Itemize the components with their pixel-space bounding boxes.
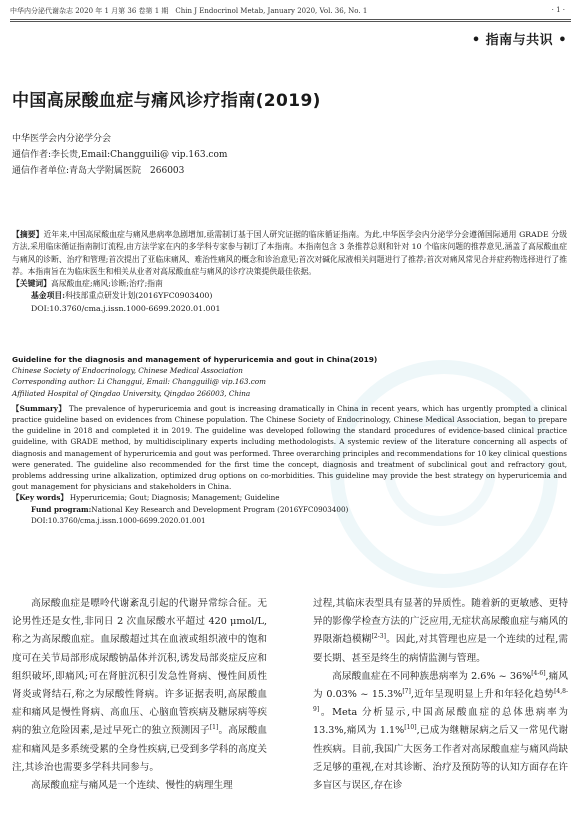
fund-label: 基金项目: — [31, 291, 66, 301]
body-paragraph-4-d: 。Meta 分析显示,中国高尿酸血症的总体患病率为 13.3%,痛风为 1.1% — [313, 707, 568, 737]
fund-text: 科技部重点研发计划(2016YFC0903400) — [65, 291, 213, 301]
english-doi-text: DOI:10.3760/cma.j.issn.1000-6699.2020.01.001 — [31, 515, 206, 525]
english-title: Guideline for the diagnosis and management of hyperuricemia and gout in China(2019) — [12, 355, 378, 364]
abstract-chinese — [12, 229, 567, 315]
english-keywords-text: Hyperuricemia; Gout; Diagnosis; Management; Guideline — [69, 493, 280, 503]
keywords-label: 【关键词】 — [12, 279, 51, 289]
body-paragraph-1-end: 。高尿酸血症和痛风是多系统受累的全身性疾病,已受到多学科的高度关注,其诊治也需要多学科共同参与。 — [12, 725, 267, 773]
summary-text: The prevalence of hyperuricemia and gout is increasing dramatically in China in recent years, which has urgently prompted a clinical practice guideline based on evidences from Chinese population. The Chinese Society of Endocrinology, Chinese Medical Association, began to prepare the guideline in 2018 and completed it in 2019. The guideline was developed following the standard procedures of evidence-based clinical practice guideline, with GRADE method, by multidisciplinary experts including methodologists. A systemic review of the literature concerning all aspects of diagnosis and management of hyperuricemia and gout was performed. Three overarching principles and recommendations for 10 key clinical questions were generated. The guideline also recommended for the first time the concept, diagnosis and treatment of subclinical gout and refractory gout, problems addressing urine alkalization, optimized drug options on co-morbidities. This guideline may provide the best strategy on hyperuricemia and gout management for physicians and stakeholders in China. — [12, 403, 568, 492]
english-keywords-label: 【Key words】 — [12, 493, 68, 503]
summary-label: 【Summary】 — [12, 403, 67, 413]
abstract-label: 【摘要】 — [12, 230, 44, 239]
author-affiliation: 通信作者单位:青岛大学附属医院 266003 — [12, 166, 185, 176]
page-number: · 1 · — [551, 6, 565, 14]
doi-text: DOI:10.3760/cma.j.issn.1000-6699.2020.01.001 — [31, 303, 221, 313]
header-rule-top — [10, 19, 571, 20]
citation-ref: [2-3] — [371, 633, 386, 641]
body-paragraph-3: 过程,其临床表型具有显著的异质性。随着新的更敏感、更特异的影像学检查方法的广泛应用,无症状高尿酸血症与痛风的界限渐趋模糊 — [313, 598, 568, 646]
body-paragraph-4-c: ,近年呈现明显上升和年轻化趋势 — [410, 689, 555, 701]
body-paragraph-4-e: ,已成为继糖尿病之后又一常见代谢性疾病。目前,我国广大医务工作者对高尿酸血症与痛风尚缺乏足够的重视,在对其诊断、治疗及预防等的认知方面存在许多盲区与误区,存在诊 — [313, 725, 568, 792]
citation-ref: [7] — [402, 687, 411, 695]
citation-ref: [4,8-9] — [313, 687, 568, 714]
body-paragraph-2: 高尿酸血症与痛风是一个连续、慢性的病理生理 — [31, 780, 233, 792]
section-tag: • 指南与共识 • — [471, 33, 567, 48]
body-paragraph-3-end: 。因此,对其管理也应是一个连续的过程,需要长期、甚至是终生的病情监测与管理。 — [313, 634, 568, 664]
body-paragraph-4-a: 高尿酸血症在不同种族患病率为 2.6% ~ 36% — [332, 670, 532, 682]
abstract-english — [12, 354, 567, 526]
citation-ref: [4-6] — [531, 669, 546, 677]
body-column-right — [313, 595, 568, 795]
abstract-text: 近年来,中国高尿酸血症与痛风患病率急剧增加,亟需制订基于国人研究证据的临床循证指南。为此,中华医学会内分泌学分会遵循国际通用 GRADE 分级方法,采用临床循证指南制订流程,由方法学家在内的多学科专家参与制订了本指南。本指南包含 3 条推荐总则和针对 10 个临床问题的推荐意见,涵盖了高尿酸血症与痛风的诊断、治疗和管理;首次提出了亚临床痛风、难治性痛风的概念和诊治意见;首次对碱化尿液相关问题进行了推荐;首次对痛风常见合并症药物选择进行了推荐。本指南旨在为临床医生和相关从业者对高尿酸血症与痛风的诊疗决策提供最佳依据。 — [12, 230, 567, 276]
english-corresponding-author: Corresponding author: Li Changgui, Email: Changguili@ vip.163.com — [12, 377, 266, 387]
article-title: 中国高尿酸血症与痛风诊疗指南(2019) — [12, 91, 321, 111]
keywords-text: 高尿酸血症;痛风;诊断;治疗;指南 — [50, 279, 163, 289]
running-head-journal: 中华内分泌代谢杂志 2020 年 1 月第 36 卷第 1 期 Chin J Endocrinol Metab, January 2020, Vol. 36, No. 1 — [10, 7, 368, 15]
author-society: 中华医学会内分泌学分会 — [12, 134, 112, 144]
english-society: Chinese Society of Endocrinology, Chinese Medical Association — [12, 366, 243, 376]
citation-ref: [10] — [404, 724, 417, 732]
body-paragraph-1: 高尿酸血症是嘌呤代谢紊乱引起的代谢异常综合征。无论男性还是女性,非同日 2 次血尿酸水平超过 420 μmol/L,称之为高尿酸血症。血尿酸超过其在血液或组织液中的饱和度可在关节局部形成尿酸钠晶体并沉积,诱发局部炎症反应和组织破坏,即痛风;可在肾脏沉积引发急性肾病、慢性间质性肾炎或肾结石,称之为尿酸性肾病。许多证据表明,高尿酸血症和痛风是慢性肾病、高血压、心脑血管疾病及糖尿病等疾病的独立危险因素,是过早死亡的独立预测因子 — [12, 598, 267, 737]
body-column-left — [12, 595, 267, 795]
running-head — [10, 6, 571, 16]
english-fund-label: Fund program: — [31, 504, 92, 514]
header-rule-bottom — [10, 21, 571, 22]
corresponding-author: 通信作者:李长贵,Email:Changguili@ vip.163.com — [12, 150, 228, 160]
english-fund-text: National Key Research and Development Program (2016YFC0903400) — [91, 504, 349, 514]
citation-ref: [1] — [209, 724, 219, 732]
english-affiliation: Affiliated Hospital of Qingdao University, Qingdao 266003, China — [12, 388, 251, 398]
body-paragraph-4-b: ,痛风为 0.03% ~ 15.3% — [313, 670, 568, 701]
author-block — [12, 131, 227, 179]
